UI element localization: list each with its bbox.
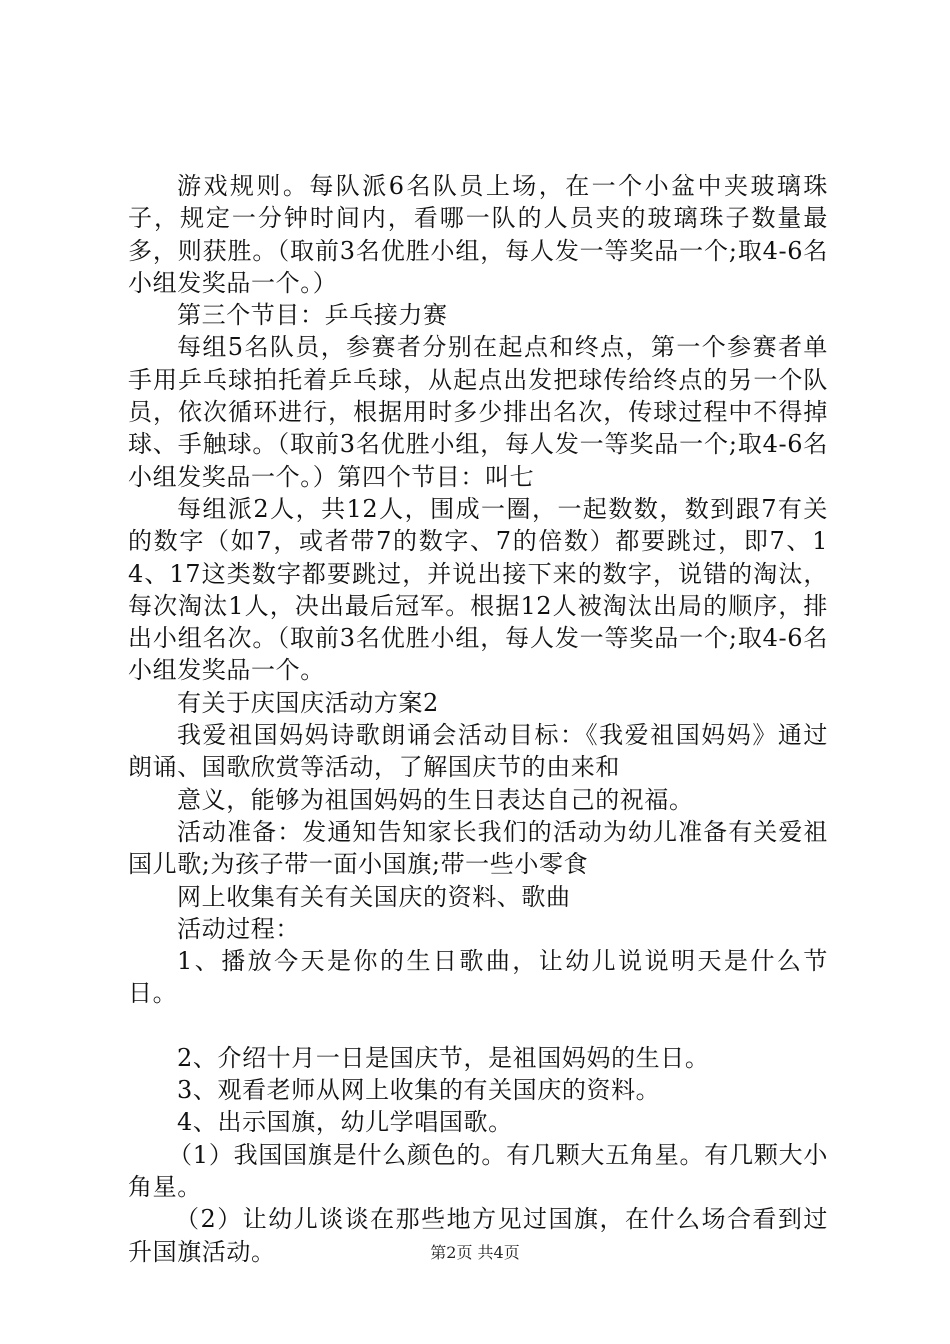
paragraph-activity-process: 活动过程： (177, 914, 300, 943)
paragraph-sub-one: （1）我国国旗是什么颜色的。有几颗大五角星。有几颗大小角星。 (128, 1140, 828, 1201)
blank-line (128, 1010, 828, 1042)
paragraph-sub-two: （2）让幼儿谈谈在那些地方见过国旗，在什么场合看到过升国旗活动。 (128, 1205, 828, 1266)
paragraph-activity-goal: 我爱祖国妈妈诗歌朗诵会活动目标：《我爱祖国妈妈》通过朗诵、国歌欣赏等活动，了解国庆节的由来和 (128, 721, 828, 782)
paragraph-step-three: 3、观看老师从网上收集的有关国庆的资料。 (177, 1076, 661, 1105)
paragraph-step-one: 1、播放今天是你的生日歌曲，让幼儿说说明天是什么节日。 (128, 947, 828, 1008)
document-body (128, 170, 828, 1268)
paragraph-call-seven: 每组派2人，共12人，围成一圈，一起数数，数到跟7有关的数字（如7，或者带7的数字、7的倍数）都要跳过，即7、14、17这类数字都要跳过，并说出接下来的数字，说错的淘汰，每次淘汰1人，决出最后冠军。根据12人被淘汰出局的顺序，排出小组名次。（取前3名优胜小组，每人发一等奖品一个;取4-6名小组发奖品一个。 (128, 494, 828, 685)
paragraph-goal-meaning: 意义，能够为祖国妈妈的生日表达自己的祝福。 (177, 785, 694, 814)
paragraph-program-three-title: 第三个节目：乒乓接力赛 (177, 301, 448, 330)
paragraph-step-four: 4、出示国旗，幼儿学唱国歌。 (177, 1108, 513, 1137)
page-number-footer: 第2页 共4页 (430, 1243, 520, 1262)
paragraph-plan-two-title: 有关于庆国庆活动方案2 (177, 688, 439, 717)
paragraph-game-rules: 游戏规则。每队派6名队员上场，在一个小盆中夹玻璃珠子，规定一分钟时间内，看哪一队的人员夹的玻璃珠子数量最多，则获胜。（取前3名优胜小组，每人发一等奖品一个;取4-6名小组发奖品一个。） (128, 172, 828, 297)
paragraph-activity-preparation: 活动准备：发通知告知家长我们的活动为幼儿准备有关爱祖国儿歌;为孩子带一面小国旗;带一些小零食 (128, 817, 828, 879)
paragraph-step-two: 2、介绍十月一日是国庆节，是祖国妈妈的生日。 (177, 1043, 710, 1072)
paragraph-ping-pong-relay: 每组5名队员，参赛者分别在起点和终点，第一个参赛者单手用乒乓球拍托着乒乓球，从起点出发把球传给终点的另一个队员，依次循环进行，根据用时多少排出名次，传球过程中不得掉球、手触球。（取前3名优胜小组，每人发一等奖品一个;取4-6名小组发奖品一个。）第四个节目：叫七 (128, 333, 828, 491)
paragraph-online-materials: 网上收集有关有关国庆的资料、歌曲 (177, 882, 571, 911)
